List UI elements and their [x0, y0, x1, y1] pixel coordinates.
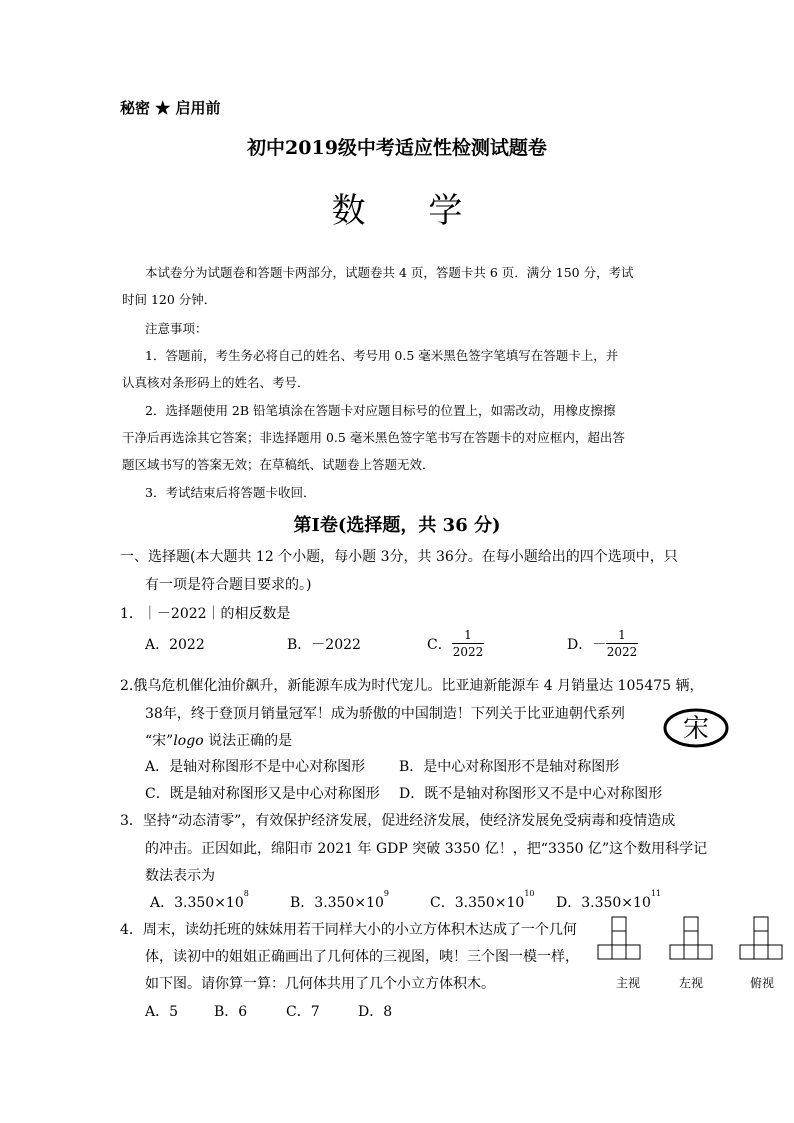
top-view-grid	[740, 917, 782, 959]
front-view-label: 主视	[615, 976, 641, 990]
q3-line-2: 的冲击。正因如此，绵阳市 2021 年 GDP 突破 3350 亿！，把“3350 亿”这个数用科学记	[145, 841, 708, 857]
notice-2a: 2．选择题使用 2B 铅笔填涂在答题卡对应题目标号的位置上，如需改动，用橡皮擦擦	[145, 403, 616, 418]
section-desc-2: 有一项是符合题目要求的。)	[145, 577, 312, 593]
left-view-grid	[670, 917, 712, 959]
q1-option-d-label: D．－	[567, 637, 607, 653]
notice-title: 注意事项：	[145, 321, 208, 336]
q3-b-base: B．3.350×10	[290, 895, 384, 911]
q3-d-exponent: 11	[650, 889, 662, 898]
three-views-diagram	[590, 915, 785, 995]
q2-line-3-tail: 说法正确的是	[203, 733, 293, 749]
q1-option-b: B．－2022	[287, 637, 361, 653]
subject-title: 数 学	[331, 191, 489, 231]
q1-option-d-fraction	[606, 628, 638, 659]
q3-b-exponent: 9	[383, 889, 390, 898]
q4-option-b: B．6	[214, 1004, 248, 1020]
q3-option-b	[290, 889, 390, 912]
q2-song-quote: “宋”	[145, 733, 174, 749]
left-view-label: 左视	[678, 976, 704, 990]
q4-option-a: A．5	[145, 1004, 179, 1020]
q1-option-c-fraction	[452, 628, 484, 659]
fraction-bar	[452, 643, 484, 644]
q1-c-numerator: 1	[464, 628, 472, 642]
section-title: 第Ⅰ卷(选择题，共 36 分)	[293, 515, 501, 536]
exam-title: 初中2019级中考适应性检测试题卷	[247, 137, 547, 159]
front-view-grid	[598, 917, 640, 959]
q2-line-1: 2.俄乌危机催化油价飙升，新能源车成为时代宠儿。比亚迪新能源车 4 月销量达 105475 辆，	[120, 678, 704, 694]
q4-line-3: 如下图。请你算一算：几何体共用了几个小立方体积木。	[145, 976, 495, 992]
q3-d-base: D．3.350×10	[556, 895, 651, 911]
q1-option-c-label: C．	[427, 637, 452, 653]
notice-3: 3．考试结束后将答题卡收回．	[145, 485, 316, 500]
notice-2c: 题区域书写的答案无效；在草稿纸、试题卷上答题无效．	[122, 457, 435, 472]
intro-line-1: 本试卷分为试题卷和答题卡两部分，试题卷共 4 页，答题卡共 6 页．满分 150 分，考试	[145, 265, 634, 280]
q3-option-c	[430, 889, 535, 912]
notice-1b: 认真核对条形码上的姓名、考号．	[122, 375, 310, 390]
notice-1a: 1．答题前，考生务必将自己的姓名、考号用 0.5 毫米黑色签字笔填写在答题卡上，并	[145, 348, 619, 363]
q2-option-d: D．既不是轴对称图形又不是中心对称图形	[399, 786, 663, 802]
intro-line-2: 时间 120 分钟．	[122, 292, 217, 307]
q3-a-base: A．3.350×10	[150, 895, 244, 911]
song-logo-char: 宋	[682, 714, 710, 744]
q2-line-3	[145, 730, 292, 750]
song-logo-icon	[662, 707, 730, 749]
q3-c-base: C．3.350×10	[430, 895, 525, 911]
secret-label: 秘密 ★ 启用前	[120, 99, 221, 117]
q1-option-a: A．2022	[145, 637, 205, 653]
q1-c-denominator: 2022	[452, 645, 484, 659]
q2-option-b: B．是中心对称图形不是轴对称图形	[399, 759, 620, 775]
q2-line-2: 38年，终于登顶月销量冠军！成为骄傲的中国制造！下列关于比亚迪朝代系列	[145, 706, 625, 722]
q3-line-1: 3．坚持“动态清零”，有效保护经济发展，促进经济发展，使经济发展免受病毒和疫情造成	[120, 813, 676, 829]
q4-option-c: C．7	[286, 1004, 320, 1020]
q3-option-a	[150, 889, 249, 912]
q4-option-d: D．8	[358, 1004, 393, 1020]
top-view-label: 俯视	[749, 976, 775, 990]
q1-d-numerator: 1	[618, 628, 626, 642]
q3-line-3: 数法表示为	[145, 868, 215, 884]
q3-c-exponent: 10	[524, 889, 535, 898]
fraction-bar	[606, 643, 638, 644]
q1-stem: 1．｜－2022｜的相反数是	[120, 606, 291, 622]
q3-option-d	[556, 889, 662, 912]
q4-line-2: 体，读初中的姐姐正确画出了几何体的三视图，咦！三个图一模一样，	[145, 949, 579, 965]
q1-d-denominator: 2022	[606, 645, 638, 659]
q4-line-1: 4．周末，读幼托班的妹妹用若干同样大小的小立方体积木达成了一个几何	[120, 922, 577, 938]
notice-2b: 干净后再选涂其它答案；非选择题用 0.5 毫米黑色签字笔书写在答题卡的对应框内，超出答	[122, 430, 625, 445]
q2-logo-word: logo	[173, 733, 204, 749]
section-desc-1: 一、选择题(本大题共 12 个小题，每小题 3分，共 36分。在每小题给出的四个选项中，只	[120, 549, 678, 565]
q2-option-c: C．既是轴对称图形又是中心对称图形	[145, 786, 380, 802]
q3-a-exponent: 8	[243, 889, 249, 898]
q2-option-a: A．是轴对称图形不是中心对称图形	[145, 759, 366, 775]
